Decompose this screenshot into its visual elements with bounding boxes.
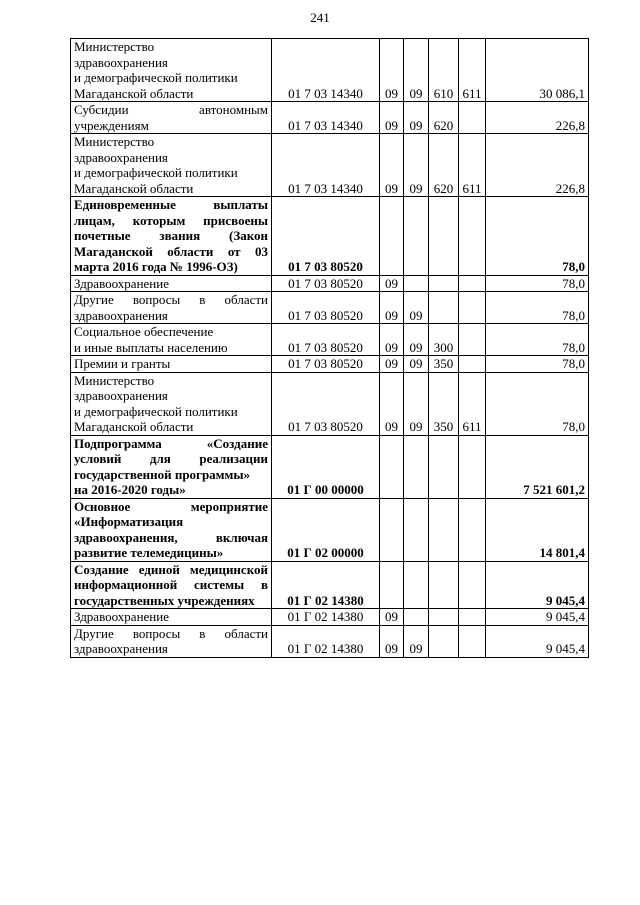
cell-subsection [404, 561, 429, 609]
item-name-line: Другие вопросы в области здравоохранения [74, 292, 268, 323]
cell-subsection [404, 435, 429, 498]
table-row [71, 435, 589, 498]
item-name-line: Магаданской области [74, 85, 194, 101]
cell-target-code: 01 7 03 80520 [272, 292, 380, 324]
cell-amount: 7 521 601,2 [486, 435, 589, 498]
item-name-line: и демографической политики [74, 70, 238, 85]
cell-amount: 9 045,4 [486, 625, 589, 657]
cell-amount: 14 801,4 [486, 498, 589, 561]
cell-amount: 78,0 [486, 356, 589, 373]
cell-item-name [71, 292, 272, 324]
cell-item-name [71, 134, 272, 197]
cell-section: 09 [380, 609, 404, 626]
cell-target-code: 01 Г 02 14380 [272, 625, 380, 657]
table-row [71, 356, 589, 373]
cell-administrator [459, 435, 486, 498]
cell-target-code: 01 7 03 14340 [272, 134, 380, 197]
cell-expense-type [429, 561, 459, 609]
cell-administrator [459, 561, 486, 609]
cell-target-code: 01 Г 00 00000 [272, 435, 380, 498]
cell-amount: 9 045,4 [486, 609, 589, 626]
cell-target-code: 01 7 03 14340 [272, 39, 380, 102]
cell-amount: 78,0 [486, 197, 589, 276]
cell-subsection [404, 275, 429, 292]
cell-amount: 226,8 [486, 134, 589, 197]
cell-amount: 30 086,1 [486, 39, 589, 102]
item-name-line: Здравоохранение [74, 609, 169, 624]
cell-administrator: 611 [459, 372, 486, 435]
cell-item-name [71, 356, 272, 373]
table-row [71, 134, 589, 197]
item-name-line: Министерство [74, 372, 155, 388]
item-name-line: Основное мероприятие «Информатизация здравоохранения, включая развитие телемедицины» [74, 498, 268, 560]
cell-target-code: 01 7 03 80520 [272, 356, 380, 373]
cell-item-name [71, 625, 272, 657]
cell-expense-type: 620 [429, 134, 459, 197]
cell-subsection: 09 [404, 625, 429, 657]
cell-subsection: 09 [404, 102, 429, 134]
item-name-line: здравоохранения [74, 149, 168, 165]
item-name-line: Министерство [74, 39, 155, 54]
item-name-line: Магаданской области [74, 180, 194, 196]
cell-subsection: 09 [404, 292, 429, 324]
cell-item-name [71, 324, 272, 356]
cell-section [380, 435, 404, 498]
cell-subsection: 09 [404, 372, 429, 435]
cell-expense-type [429, 498, 459, 561]
cell-administrator: 611 [459, 134, 486, 197]
cell-amount: 9 045,4 [486, 561, 589, 609]
cell-expense-type [429, 435, 459, 498]
item-name-line: и демографической политики [74, 403, 238, 419]
cell-administrator [459, 498, 486, 561]
cell-item-name [71, 561, 272, 609]
cell-expense-type [429, 625, 459, 657]
item-name-line: Премии и гранты [74, 356, 171, 371]
page-number: 241 [310, 10, 330, 25]
item-name-line: Единовременные выплаты лицам, которым присвоены почетные звания (Закон Магаданской области от 03 марта 2016 года № 1996-ОЗ) [74, 197, 268, 274]
cell-section: 09 [380, 275, 404, 292]
cell-section: 09 [380, 292, 404, 324]
cell-expense-type [429, 292, 459, 324]
item-name-line: Субсидии автономным учреждениям [74, 102, 268, 133]
cell-administrator: 611 [459, 39, 486, 102]
item-name-line: и иные выплаты населению [74, 339, 228, 355]
cell-subsection [404, 609, 429, 626]
cell-expense-type [429, 197, 459, 276]
cell-section: 09 [380, 39, 404, 102]
cell-expense-type [429, 275, 459, 292]
cell-subsection [404, 197, 429, 276]
cell-item-name [71, 498, 272, 561]
cell-administrator [459, 275, 486, 292]
item-name-line: здравоохранения [74, 54, 168, 70]
cell-item-name [71, 197, 272, 276]
table-row [71, 324, 589, 356]
cell-expense-type [429, 609, 459, 626]
item-name-line: Магаданской области [74, 419, 194, 434]
item-name-line: Здравоохранение [74, 275, 169, 291]
item-name-line: на 2016-2020 годы» [74, 482, 186, 497]
cell-target-code: 01 Г 02 00000 [272, 498, 380, 561]
cell-section: 09 [380, 625, 404, 657]
cell-expense-type: 610 [429, 39, 459, 102]
cell-target-code: 01 7 03 14340 [272, 102, 380, 134]
cell-target-code: 01 Г 02 14380 [272, 609, 380, 626]
cell-expense-type: 300 [429, 324, 459, 356]
cell-subsection: 09 [404, 356, 429, 373]
item-name-line: Социальное обеспечение [74, 324, 214, 339]
cell-item-name [71, 275, 272, 292]
cell-item-name [71, 372, 272, 435]
budget-table [70, 38, 589, 658]
table-row [71, 372, 589, 435]
cell-section: 09 [380, 102, 404, 134]
cell-item-name [71, 39, 272, 102]
cell-expense-type: 350 [429, 356, 459, 373]
cell-subsection [404, 498, 429, 561]
table-row [71, 498, 589, 561]
cell-section: 09 [380, 356, 404, 373]
cell-amount: 78,0 [486, 324, 589, 356]
cell-section: 09 [380, 134, 404, 197]
cell-target-code: 01 Г 02 14380 [272, 561, 380, 609]
budget-table-body [71, 39, 589, 658]
table-row [71, 609, 589, 626]
item-name-line: Министерство [74, 134, 155, 149]
cell-target-code: 01 7 03 80520 [272, 197, 380, 276]
cell-administrator [459, 102, 486, 134]
cell-target-code: 01 7 03 80520 [272, 372, 380, 435]
cell-amount: 226,8 [486, 102, 589, 134]
cell-administrator [459, 292, 486, 324]
cell-item-name [71, 435, 272, 498]
cell-section [380, 561, 404, 609]
cell-administrator [459, 324, 486, 356]
cell-subsection: 09 [404, 134, 429, 197]
table-row [71, 625, 589, 657]
table-row [71, 39, 589, 102]
cell-administrator [459, 609, 486, 626]
cell-section [380, 197, 404, 276]
item-name-line: Другие вопросы в области здравоохранения [74, 625, 268, 656]
item-name-line: и демографической политики [74, 165, 238, 180]
cell-target-code: 01 7 03 80520 [272, 324, 380, 356]
cell-target-code: 01 7 03 80520 [272, 275, 380, 292]
cell-administrator [459, 197, 486, 276]
cell-administrator [459, 356, 486, 373]
cell-administrator [459, 625, 486, 657]
item-name-line: Создание единой медицинской информационной системы в государственных учреждениях [74, 561, 268, 608]
cell-expense-type: 350 [429, 372, 459, 435]
item-name-line: Подпрограмма «Создание условий для реализации государственной программы» [74, 435, 268, 482]
cell-subsection: 09 [404, 324, 429, 356]
table-row [71, 197, 589, 276]
cell-amount: 78,0 [486, 372, 589, 435]
cell-subsection: 09 [404, 39, 429, 102]
item-name-line: здравоохранения [74, 388, 168, 403]
table-row [71, 275, 589, 292]
cell-item-name [71, 609, 272, 626]
cell-item-name [71, 102, 272, 134]
table-row [71, 102, 589, 134]
cell-amount: 78,0 [486, 292, 589, 324]
cell-amount: 78,0 [486, 275, 589, 292]
table-row [71, 292, 589, 324]
cell-section: 09 [380, 324, 404, 356]
table-row [71, 561, 589, 609]
cell-expense-type: 620 [429, 102, 459, 134]
cell-section: 09 [380, 372, 404, 435]
cell-section [380, 498, 404, 561]
